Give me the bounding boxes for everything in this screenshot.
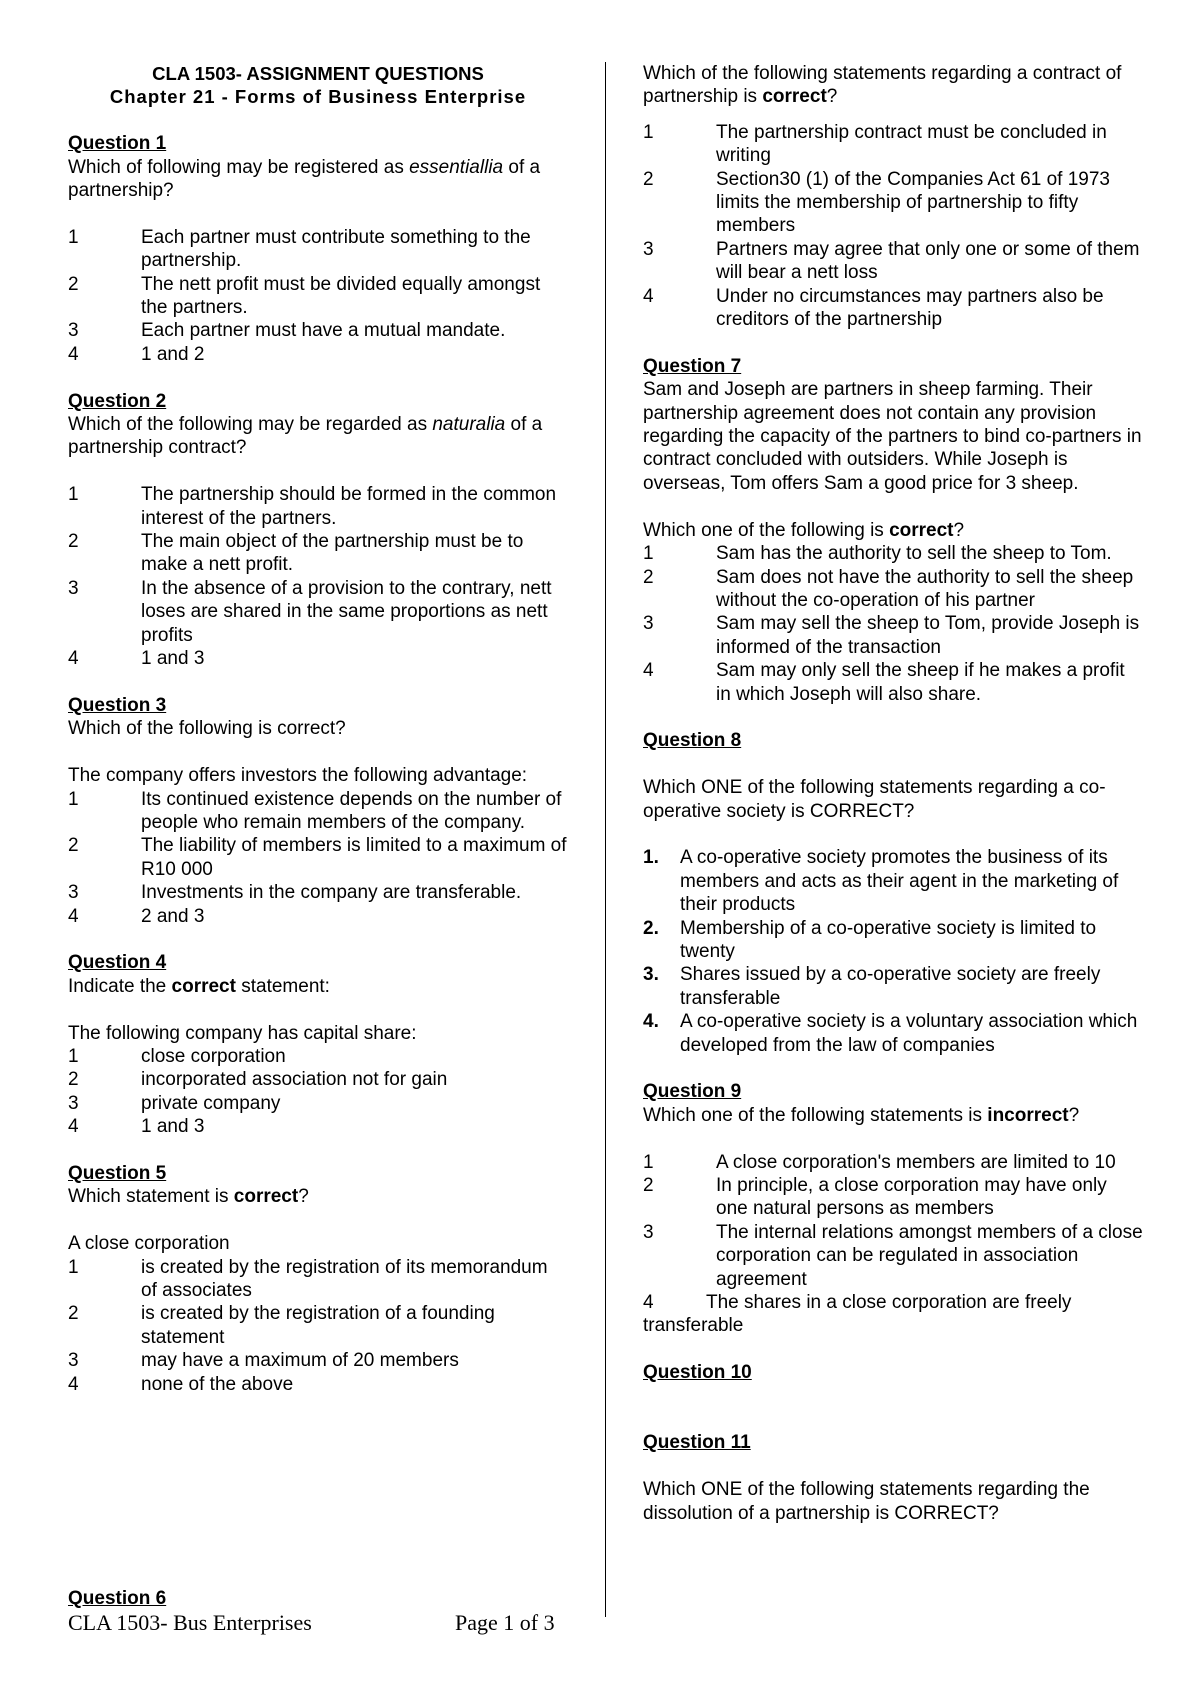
option-number: 4: [68, 905, 79, 927]
question-4-options: [68, 1045, 568, 1139]
answer-option: [68, 483, 568, 530]
right-column: [643, 62, 1143, 1525]
question-9-options: [643, 1151, 1143, 1291]
option-text: Sam does not have the authority to sell the sheep without the co-operation of his partner: [716, 566, 1134, 611]
option-text: A co-operative society promotes the business of its members and acts as their agent in the marketing of their products: [680, 847, 1119, 916]
option-text: Shares issued by a co-operative society are freely transferable: [680, 964, 1101, 1009]
question-3-intro: The company offers investors the following advantage:: [68, 765, 528, 787]
question-7: [643, 355, 1143, 706]
question-11-stem: Which ONE of the following statements regarding the dissolution of a partnership is CORRECT?: [643, 1479, 1090, 1524]
option-text: The partnership should be formed in the common interest of the partners.: [141, 484, 557, 529]
answer-option: [68, 1349, 568, 1372]
option-number: 1: [68, 484, 79, 506]
option-text: Investments in the company are transferable.: [141, 882, 522, 904]
answer-option: [643, 1174, 1143, 1221]
option-number: 3: [68, 882, 79, 904]
option-text: Under no circumstances may partners also be creditors of the partnership: [716, 285, 1104, 331]
option-text: 1 and 3: [141, 648, 205, 670]
answer-option: [643, 1221, 1143, 1291]
question-3-options: [68, 788, 568, 928]
answer-option: [643, 1010, 1143, 1057]
question-1: [68, 132, 568, 366]
option-text: A co-operative society is a voluntary association which developed from the law of companies: [680, 1011, 1138, 1056]
question-6-stem: Which of the following statements regarding a contract of partnership is correct?: [643, 63, 1122, 108]
option-text: The internal relations amongst members of a close corporation can be regulated in association agreement: [716, 1221, 1143, 1290]
option-number: 1: [68, 1256, 79, 1278]
question-6-heading: Question 6: [68, 1588, 167, 1609]
option-number: 3: [68, 577, 79, 599]
question-1-heading: Question 1: [68, 133, 167, 155]
option-number: 1: [68, 1045, 79, 1067]
answer-option: [68, 1045, 568, 1068]
option-text: Sam may only sell the sheep if he makes a profit in which Joseph will also share.: [716, 660, 1125, 705]
option-text: Partners may agree that only one or some of them will bear a nett loss: [716, 238, 1140, 284]
option-number: 4.: [643, 1011, 659, 1033]
question-4-intro: The following company has capital share:: [68, 1022, 417, 1044]
question-8: [643, 729, 1143, 1057]
answer-option: [68, 834, 568, 881]
option-number: 4: [68, 1116, 79, 1138]
option-text: A close corporation's members are limited to 10: [716, 1151, 1116, 1173]
question-5-heading: Question 5: [68, 1162, 167, 1184]
option-text: The partnership contract must be concluded in writing: [716, 121, 1107, 167]
option-number: 1: [643, 1151, 654, 1173]
answer-option: [68, 881, 568, 904]
question-8-heading: Question 8: [643, 730, 742, 752]
column-divider: [605, 62, 606, 1617]
question-3-stem: Which of the following is correct?: [68, 718, 346, 740]
question-10-heading: Question 10: [643, 1362, 752, 1384]
option-number: 1: [68, 226, 79, 248]
question-7-options: [643, 542, 1143, 706]
answer-option: [643, 659, 1143, 706]
option-text: Sam has the authority to sell the sheep to Tom.: [716, 543, 1112, 565]
chapter-title: Chapter 21 - Forms of Business Enterprise: [109, 86, 527, 108]
option-number: 2.: [643, 917, 659, 939]
option-number: 1: [643, 543, 654, 565]
question-11: [643, 1431, 1143, 1525]
answer-option: [68, 647, 568, 670]
option-text: The nett profit must be divided equally amongst the partners.: [141, 273, 541, 319]
option-number: 3: [68, 1350, 79, 1372]
option-text: is created by the registration of its memorandum of associates: [141, 1256, 548, 1301]
question-7-stem: Sam and Joseph are partners in sheep farming. Their partnership agreement does not contain any provision regarding the capacity of the partners to bind co-partners in contract concluded with outsiders. While Joseph is overseas, Tom offers Sam a good price for 3 sheep.: [643, 379, 1142, 494]
option-number: 2: [68, 1303, 79, 1325]
option-number: 4: [68, 1373, 79, 1395]
option-text: Its continued existence depends on the number of people who remain members of the company.: [141, 788, 562, 833]
question-9: [643, 1080, 1143, 1337]
answer-option: [643, 846, 1143, 916]
answer-option: [68, 226, 568, 273]
option-number: 2: [643, 566, 654, 588]
question-4-stem: Indicate the correct statement:: [68, 975, 330, 997]
answer-option: [68, 1092, 568, 1115]
option-text: Membership of a co-operative society is limited to twenty: [680, 917, 1097, 962]
option-number: 4: [643, 285, 654, 307]
question-5: [68, 1162, 568, 1396]
question-1-stem: Which of following may be registered as essentiallia of a partnership?: [68, 156, 541, 202]
answer-option: [643, 612, 1143, 659]
option-text: Sam may sell the sheep to Tom, provide Joseph is informed of the transaction: [716, 613, 1140, 658]
option-text: 1 and 2: [141, 343, 205, 365]
question-5-stem: Which statement is correct?: [68, 1186, 309, 1208]
option-number: 4: [68, 648, 79, 670]
answer-option: [643, 542, 1143, 565]
option-text: In the absence of a provision to the contrary, nett loses are shared in the same proportions as nett profits: [141, 577, 552, 646]
answer-option: [68, 1115, 568, 1138]
question-1-options: [68, 226, 568, 366]
question-6: [643, 62, 1143, 331]
question-7-question: Which one of the following is correct?: [643, 519, 965, 541]
question-4-heading: Question 4: [68, 952, 167, 974]
option-text: The liability of members is limited to a maximum of R10 000: [141, 835, 567, 880]
option-number: 1: [643, 121, 654, 143]
answer-option: [68, 1256, 568, 1303]
answer-option: [643, 121, 1143, 168]
option-text: close corporation: [141, 1045, 286, 1067]
answer-option: [68, 273, 568, 320]
option-text: Each partner must contribute something to the partnership.: [141, 226, 531, 272]
option-number: 2: [68, 273, 79, 295]
option-text: incorporated association not for gain: [141, 1069, 448, 1091]
answer-option: [643, 285, 1143, 332]
option-number: 4: [643, 660, 654, 682]
question-7-heading: Question 7: [643, 355, 742, 377]
option-number: 1: [68, 788, 79, 810]
option-text: The main object of the partnership must be to make a nett profit.: [141, 531, 524, 576]
question-9-option-4: 4 The shares in a close corporation are freely transferable: [643, 1292, 1077, 1337]
question-8-options: [643, 846, 1143, 1057]
option-text: may have a maximum of 20 members: [141, 1350, 459, 1372]
question-3: [68, 694, 568, 928]
answer-option: [68, 577, 568, 647]
question-6-options: [643, 121, 1143, 332]
question-9-stem: Which one of the following statements is incorrect?: [643, 1104, 1080, 1126]
document-title: CLA 1503- ASSIGNMENT QUESTIONS: [152, 63, 484, 84]
answer-option: [68, 1373, 568, 1396]
question-8-stem: Which ONE of the following statements regarding a co-operative society is CORRECT?: [643, 777, 1106, 822]
answer-option: [643, 238, 1143, 285]
option-number: 2: [643, 1174, 654, 1196]
question-5-intro: A close corporation: [68, 1233, 230, 1255]
question-5-options: [68, 1256, 568, 1396]
option-number: 1.: [643, 847, 659, 869]
question-2-stem: Which of the following may be regarded as naturalia of a partnership contract?: [68, 414, 543, 459]
option-number: 2: [643, 168, 654, 190]
answer-option: [643, 917, 1143, 964]
option-text: Section30 (1) of the Companies Act 61 of 1973 limits the membership of partnership to fifty members: [716, 168, 1110, 237]
answer-option: [643, 1151, 1143, 1174]
footer-page-number: Page 1 of 3: [455, 1610, 555, 1635]
option-number: 3: [643, 613, 654, 635]
option-number: 3: [643, 1221, 654, 1243]
option-text: 2 and 3: [141, 905, 205, 927]
option-number: 3: [68, 1092, 79, 1114]
question-2: [68, 390, 568, 671]
question-4: [68, 951, 568, 1138]
answer-option: [68, 530, 568, 577]
question-2-heading: Question 2: [68, 390, 167, 412]
option-number: 2: [68, 1069, 79, 1091]
answer-option: [643, 963, 1143, 1010]
answer-option: [68, 1068, 568, 1091]
footer-course: CLA 1503- Bus Enterprises: [68, 1610, 312, 1635]
question-11-heading: Question 11: [643, 1432, 751, 1454]
question-2-options: [68, 483, 568, 670]
option-number: 4: [68, 343, 79, 365]
answer-option: [68, 905, 568, 928]
question-3-heading: Question 3: [68, 694, 167, 716]
option-number: 3: [68, 320, 79, 342]
answer-option: [643, 566, 1143, 613]
option-number: 2: [68, 531, 79, 553]
answer-option: [68, 1302, 568, 1349]
answer-option: [68, 788, 568, 835]
option-text: 1 and 3: [141, 1116, 205, 1138]
option-number: 2: [68, 835, 79, 857]
option-number: 3: [643, 238, 654, 260]
answer-option: [68, 319, 568, 342]
left-column: [68, 62, 568, 1396]
option-number: 3.: [643, 964, 659, 986]
answer-option: [68, 343, 568, 366]
question-9-heading: Question 9: [643, 1081, 742, 1103]
option-text: is created by the registration of a founding statement: [141, 1303, 495, 1348]
option-text: In principle, a close corporation may have only one natural persons as members: [716, 1174, 1107, 1220]
option-text: private company: [141, 1092, 281, 1114]
answer-option: [643, 168, 1143, 238]
option-text: Each partner must have a mutual mandate.: [141, 320, 506, 342]
option-text: none of the above: [141, 1373, 294, 1395]
